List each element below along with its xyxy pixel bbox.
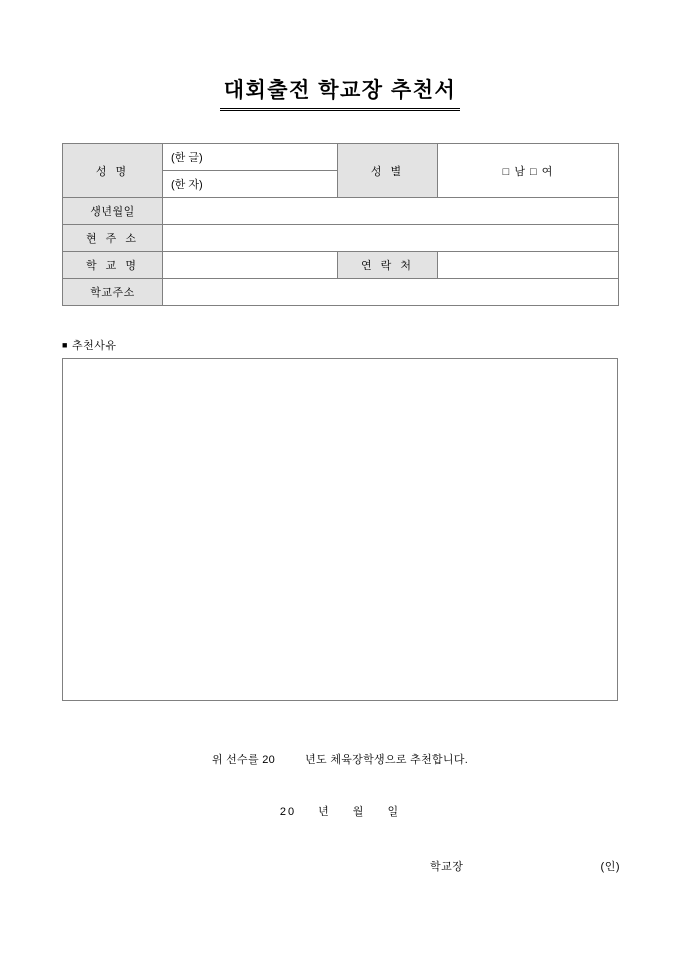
date-year-value[interactable]: 20	[279, 806, 297, 818]
statement-prefix: 위 선수를 20	[211, 754, 276, 766]
field-birthdate[interactable]	[163, 198, 619, 225]
table-row	[63, 279, 619, 306]
signature-line	[430, 858, 620, 874]
label-gender: 성 별	[338, 144, 438, 198]
field-gender-options[interactable]: □ 남 □ 여	[438, 144, 619, 198]
field-school-name[interactable]	[163, 252, 338, 279]
label-school-name: 학 교 명	[63, 252, 163, 279]
reason-textarea[interactable]	[62, 358, 618, 701]
field-address[interactable]	[163, 225, 619, 252]
reason-label-text: 추천사유	[71, 340, 117, 352]
table-row	[63, 225, 619, 252]
date-month-unit: 월	[352, 806, 366, 818]
applicant-info-table	[62, 143, 619, 306]
table-row	[63, 252, 619, 279]
statement-suffix: 년도 체육장학생으로 추천합니다.	[305, 754, 469, 766]
date-line	[0, 803, 680, 819]
label-address: 현 주 소	[63, 225, 163, 252]
label-name: 성 명	[63, 144, 163, 198]
recommendation-statement	[0, 751, 680, 767]
label-birthdate: 생년월일	[63, 198, 163, 225]
table-row	[63, 144, 619, 171]
reason-section-label	[62, 337, 116, 353]
field-name-korean[interactable]: (한 글)	[163, 144, 338, 171]
principal-label: 학교장	[430, 861, 464, 873]
label-school-address: 학교주소	[63, 279, 163, 306]
label-contact: 연 락 처	[338, 252, 438, 279]
page-title: 대회출전 학교장 추천서	[220, 78, 461, 111]
date-day-unit: 일	[387, 806, 401, 818]
table-row	[63, 198, 619, 225]
bullet-icon: ■	[62, 340, 68, 350]
seal-label: (인)	[600, 861, 620, 873]
date-year-unit: 년	[318, 806, 331, 818]
title-container	[0, 78, 680, 111]
field-name-hanja[interactable]: (한 자)	[163, 171, 338, 198]
field-contact[interactable]	[438, 252, 619, 279]
field-school-address[interactable]	[163, 279, 619, 306]
